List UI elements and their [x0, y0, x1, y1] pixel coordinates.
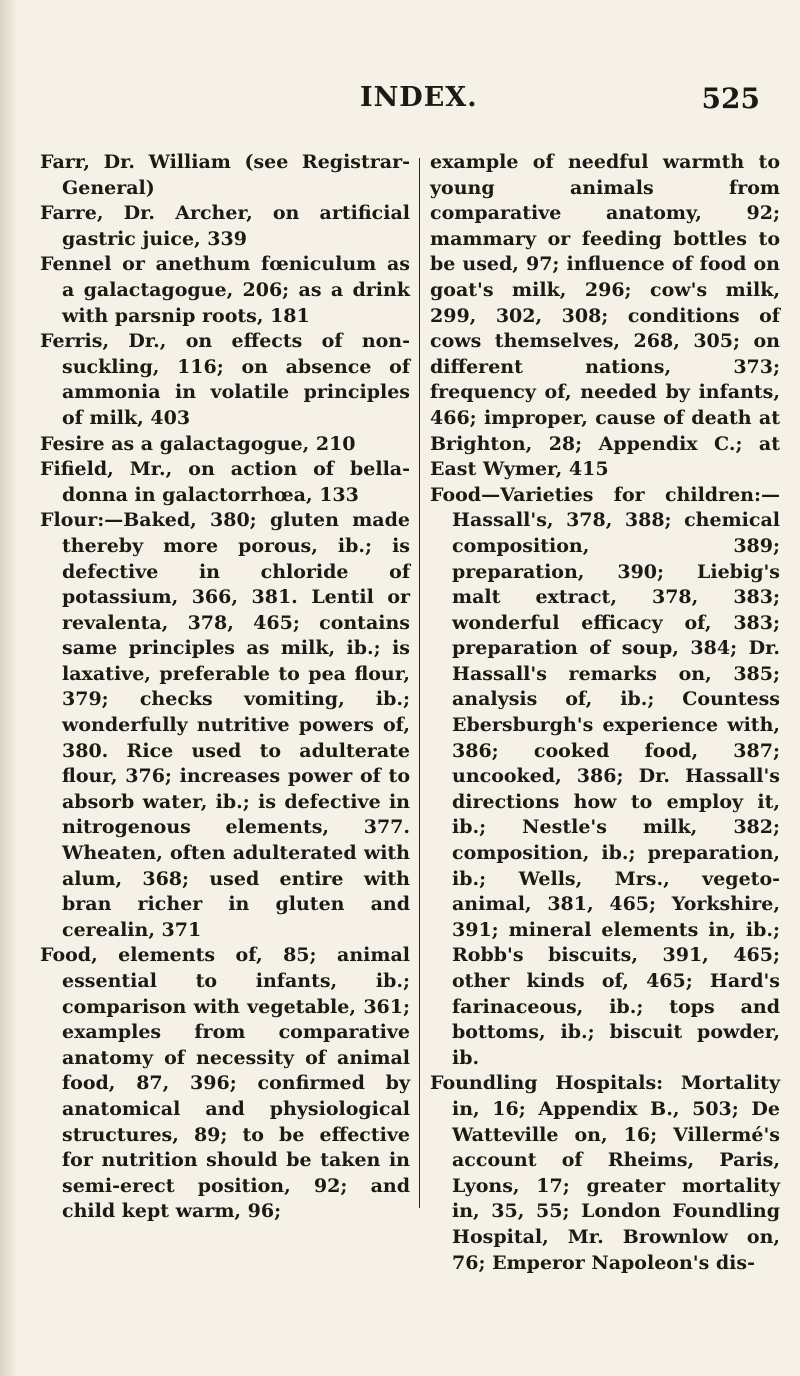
page-binding-shadow: [0, 0, 18, 1376]
page-header: [0, 82, 800, 122]
index-entry: Foundling Hospitals: Mortality in, 16; Appendix B., 503; De Watteville on, 16; Villermé's account of Rheims, Paris, Lyons, 17; greater mortality in, 35, 55; London Foundling Hospital, Mr. Brownlow on, 76; Emperor Napoleon's dis-: [430, 1072, 780, 1274]
index-entry: Fesire as a galactagogue, 210: [40, 432, 356, 455]
index-entry: Food—Varieties for children:—Hassall's, 378, 388; chemical composition, 389; preparation, 390; Liebig's malt extract, 378, 383; wonderful efficacy of, 383; preparation of soup, 384; Dr. Hassall's remarks on, 385; analysis of, ib.; Countess Ebersburgh's experience with, 386; cooked food, 387; uncooked, 386; Dr. Hassall's directions how to employ it, ib.; Nestle's milk, 382; composition, ib.; preparation, ib.; Wells, Mrs., vegeto-animal, 381, 465; Yorkshire, 391; mineral elements in, ib.; Robb's biscuits, 391, 465; other kinds of, 465; Hard's farinaceous, ib.; tops and bottoms, ib.; biscuit powder, ib.: [430, 483, 780, 1069]
index-entry: Fifield, Mr., on action of bella-donna in galactorrhœa, 133: [40, 458, 410, 506]
index-entry: Farre, Dr. Archer, on artificial gastric juice, 339: [40, 202, 410, 250]
index-entry-continued: example of needful warmth to young animals from comparative anatomy, 92; mammary or feeding bottles to be used, 97; influence of food on goat's milk, 296; cow's milk, 299, 302, 308; conditions of cows themselves, 268, 305; on different nations, 373; frequency of, needed by infants, 466; improper, cause of death at Brighton, 28; Appendix C.; at East Wymer, 415: [430, 151, 780, 481]
right-column: [430, 150, 780, 1276]
page-title: INDEX.: [360, 82, 478, 113]
index-entry: Fennel or anethum fœniculum as a galactagogue, 206; as a drink with parsnip roots, 181: [40, 253, 410, 327]
column-divider: [419, 158, 420, 1208]
index-entry: Food, elements of, 85; animal essential to infants, ib.; comparison with vegetable, 361; examples from comparative anatomy of necessity of animal food, 87, 396; confirmed by anatomical and physiological structures, 89; to be effective for nutrition should be taken in semi-erect position, 92; and child kept warm, 96;: [40, 944, 410, 1223]
left-column: [40, 150, 410, 1225]
page-number: 525: [701, 82, 760, 115]
index-entry: Flour:—Baked, 380; gluten made thereby more porous, ib.; is defective in chloride of potassium, 366, 381. Lentil or revalenta, 378, 465; contains same principles as milk, ib.; is laxative, preferable to pea flour, 379; checks vomiting, ib.; wonderfully nutritive powers of, 380. Rice used to adulterate flour, 376; increases power of to absorb water, ib.; is defective in nitrogenous elements, 377. Wheaten, often adulterated with alum, 368; used entire with bran richer in gluten and cerealin, 371: [40, 509, 410, 941]
index-entry: Ferris, Dr., on effects of non-suckling, 116; on absence of ammonia in volatile principles of milk, 403: [40, 330, 410, 429]
index-entry: Farr, Dr. William (see Registrar-General): [40, 151, 410, 199]
